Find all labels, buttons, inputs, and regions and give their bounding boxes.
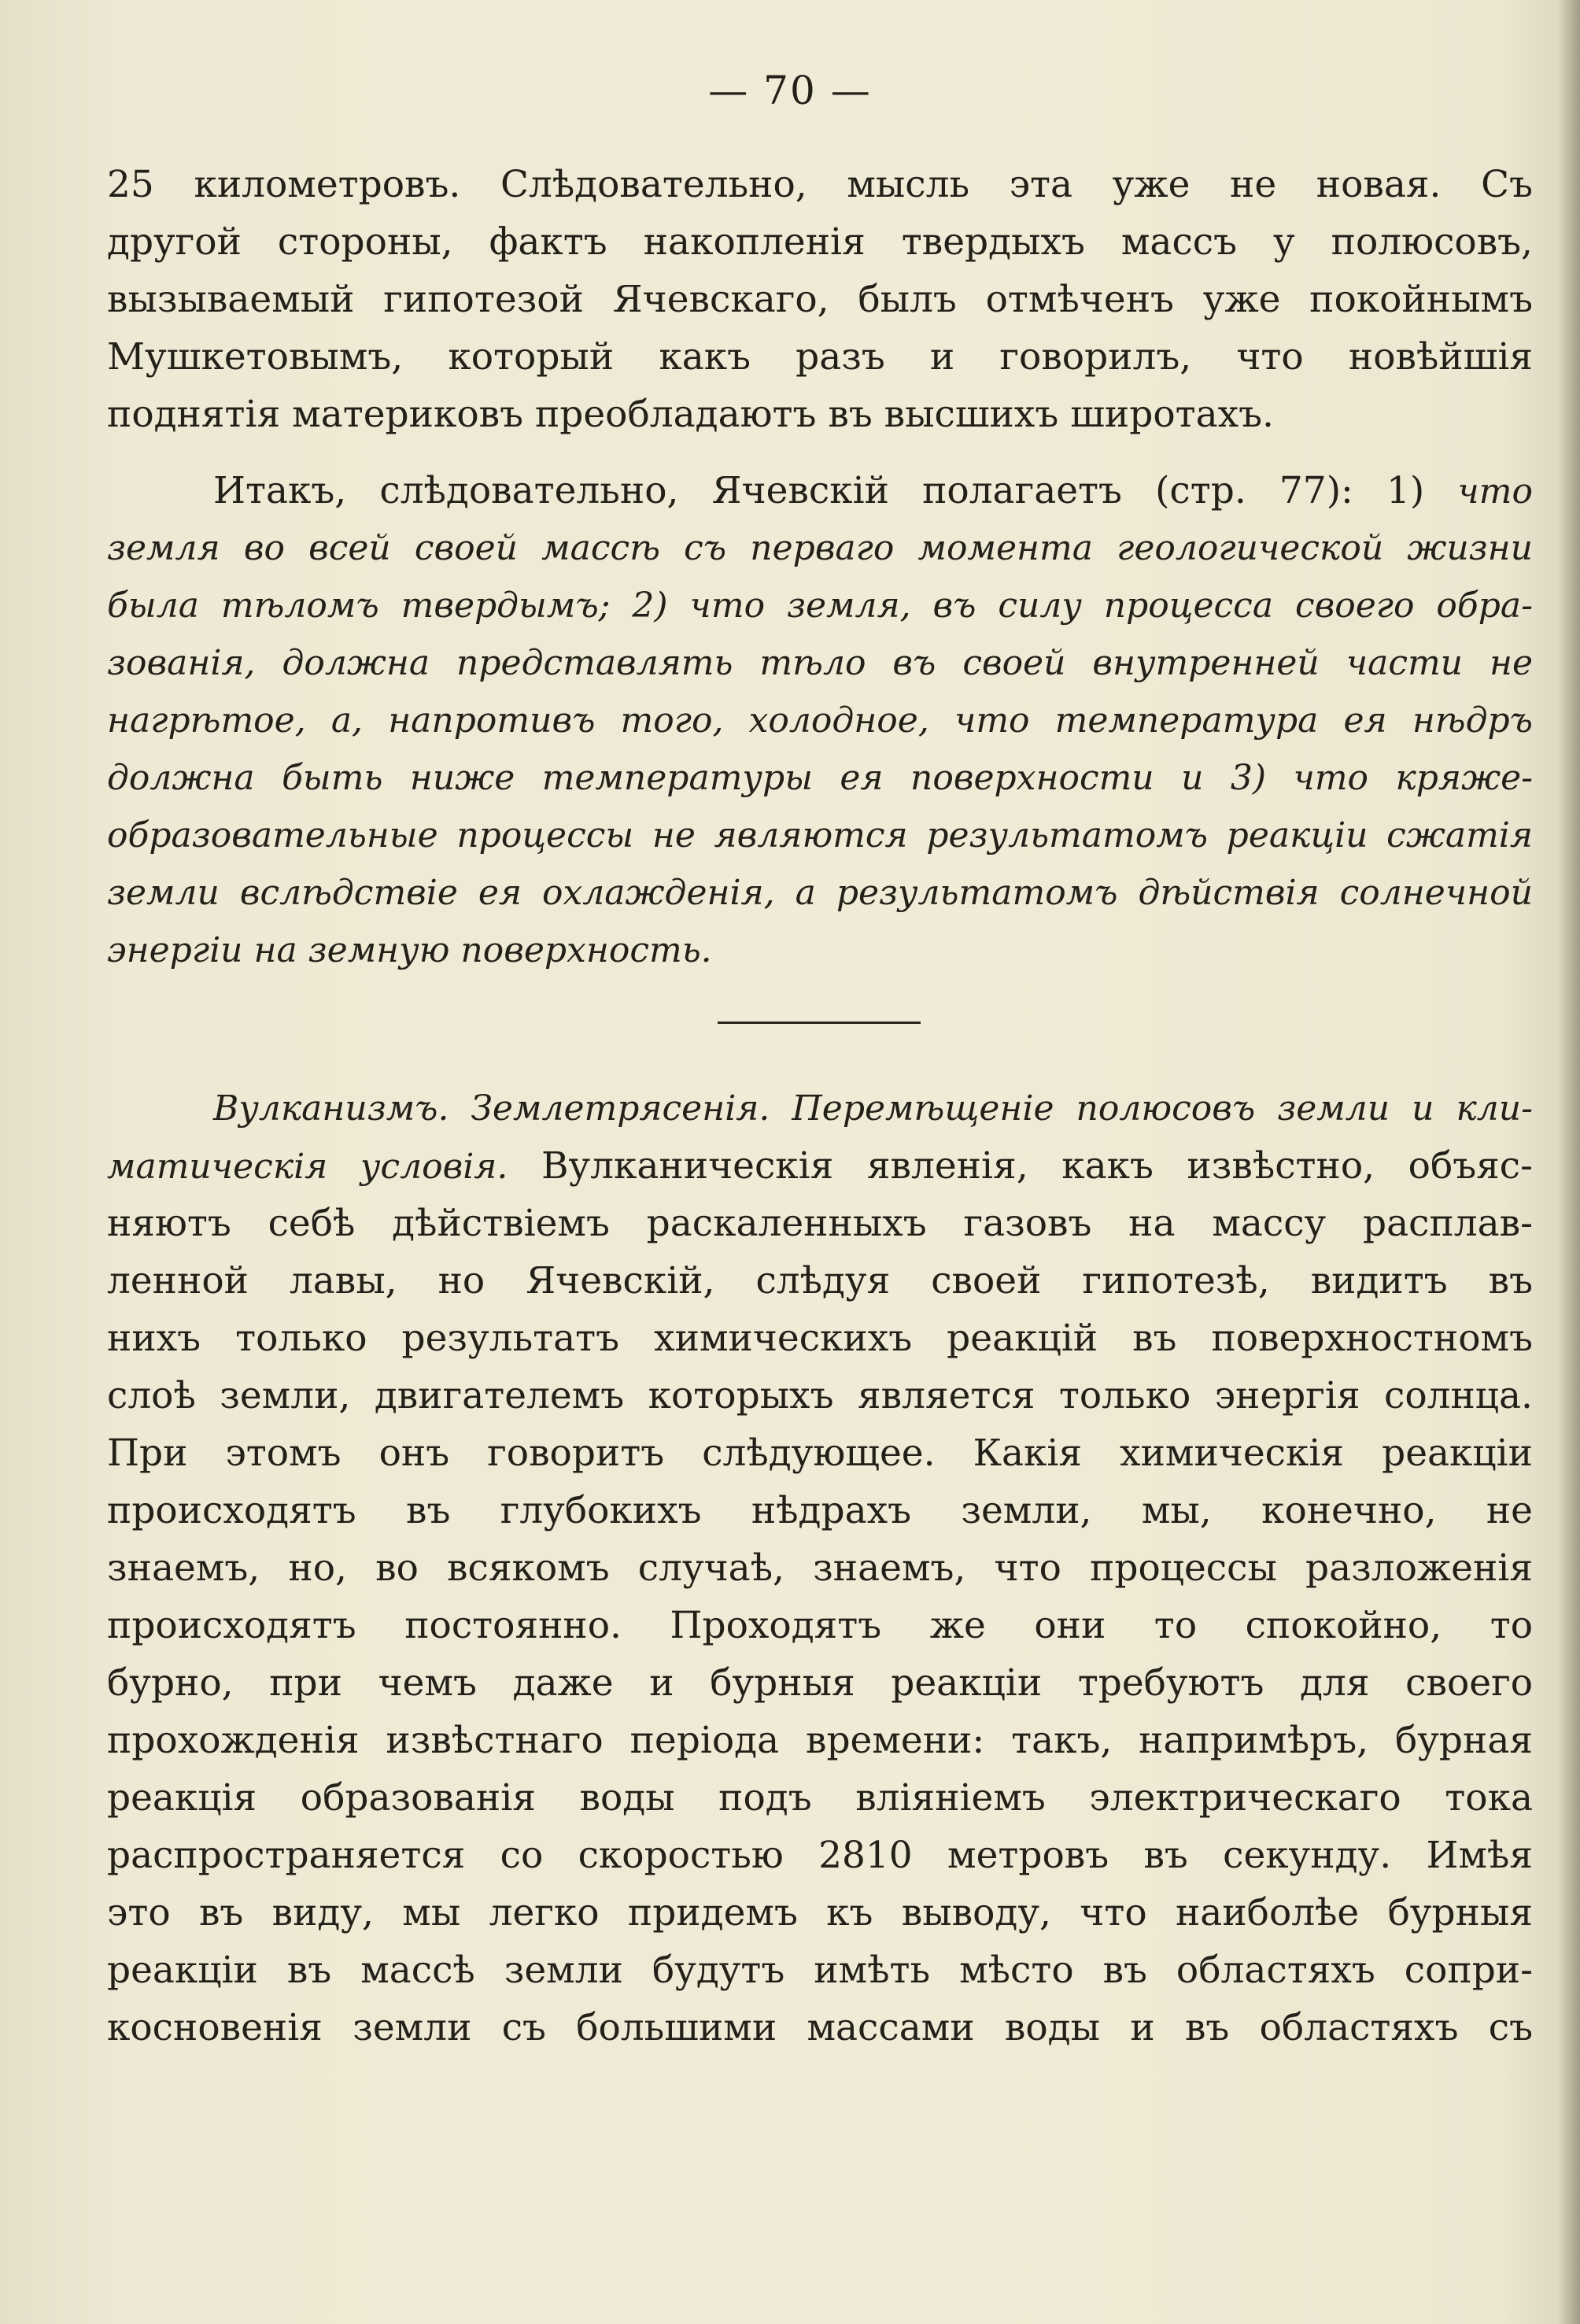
section-divider (718, 1022, 921, 1024)
text-line: зованія, должна представлять тѣло въ своей внутренней части не (107, 643, 1533, 683)
text-line: няютъ себѣ дѣйствіемъ раскаленныхъ газовъ на массу расплав- (107, 1202, 1533, 1245)
text-line: ленной лавы, но Ячевскій, слѣдуя своей гипотезѣ, видитъ въ (107, 1259, 1533, 1302)
text-line: происходятъ въ глубокихъ нѣдрахъ земли, мы, конечно, не (107, 1489, 1533, 1532)
text-run: Итакъ, слѣдовательно, Ячевскій полагаетъ (стр. 77): 1) (213, 469, 1425, 512)
text-line: распространяется со скоростью 2810 метровъ въ секунду. Имѣя (107, 1834, 1533, 1877)
text-line: слоѣ земли, двигателемъ которыхъ является только энергія солнца. (107, 1374, 1533, 1417)
text-line: была тѣломъ твердымъ; 2) что земля, въ силу процесса своего обра- (107, 586, 1533, 626)
section-heading-line: Вулканизмъ. Землетрясенія. Перемѣщеніе полюсовъ земли и кли- (213, 1088, 1533, 1129)
text-line: 25 километровъ. Слѣдовательно, мысль эта уже не новая. Съ (107, 163, 1533, 206)
text-line: Мушкетовымъ, который какъ разъ и говорилъ, что новѣйшія (107, 335, 1533, 379)
text-line: нагрѣтое, а, напротивъ того, холодное, что температура ея нѣдръ (107, 700, 1533, 741)
text-line: знаемъ, но, во всякомъ случаѣ, знаемъ, что процессы разложенія (107, 1546, 1533, 1590)
text-line: вызываемый гипотезой Ячевскаго, былъ отмѣченъ уже покойнымъ (107, 278, 1533, 321)
text-line: образовательные процессы не являются результатомъ реакціи сжатія (107, 815, 1533, 855)
paragraph-2 (107, 462, 1533, 979)
text-line: энергіи на земную поверхность. (107, 930, 712, 970)
text-line: земли вслѣдствіе ея охлажденія, а результатомъ дѣйствія солнечной (107, 873, 1533, 913)
text-line: При этомъ онъ говоритъ слѣдующее. Какія химическія реакціи (107, 1432, 1533, 1475)
paragraph-1 (107, 156, 1533, 443)
text-run: Вулканическія явленія, какъ извѣстно, объяс- (541, 1144, 1533, 1188)
text-run-italic: что (1457, 471, 1533, 512)
text-line: это въ виду, мы легко придемъ къ выводу, что наиболѣе бурныя (107, 1891, 1533, 1934)
text-line: прохожденія извѣстнаго періода времени: такъ, напримѣръ, бурная (107, 1719, 1533, 1762)
text-line: реакціи въ массѣ земли будутъ имѣть мѣсто въ областяхъ сопри- (107, 1949, 1533, 1992)
page-number: — 70 — (708, 68, 872, 113)
text-line: происходятъ постоянно. Проходятъ же они то спокойно, то (107, 1604, 1533, 1647)
text-line (107, 1137, 1533, 1195)
text-line: реакція образованія воды подъ вліяніемъ электрическаго тока (107, 1776, 1533, 1820)
text-line: нихъ только результатъ химическихъ реакцій въ поверхностномъ (107, 1317, 1533, 1360)
text-line: должна быть ниже температуры ея поверхности и 3) что кряже- (107, 758, 1533, 798)
text-line (107, 462, 1533, 519)
text-line: другой стороны, фактъ накопленія твердыхъ массъ у полюсовъ, (107, 220, 1533, 264)
text-line: земля во всей своей массѣ съ перваго момента геологической жизни (107, 528, 1533, 568)
text-line: косновенія земли съ большими массами воды и въ областяхъ съ (107, 2006, 1533, 2049)
page-edge-shadow (1558, 0, 1580, 2324)
section-heading-run: матическія условія. (107, 1147, 508, 1187)
paragraph-3 (107, 1080, 1533, 2056)
text-line: поднятія материковъ преобладаютъ въ высшихъ широтахъ. (107, 393, 1275, 436)
text-line: бурно, при чемъ даже и бурныя реакціи требуютъ для своего (107, 1661, 1533, 1705)
